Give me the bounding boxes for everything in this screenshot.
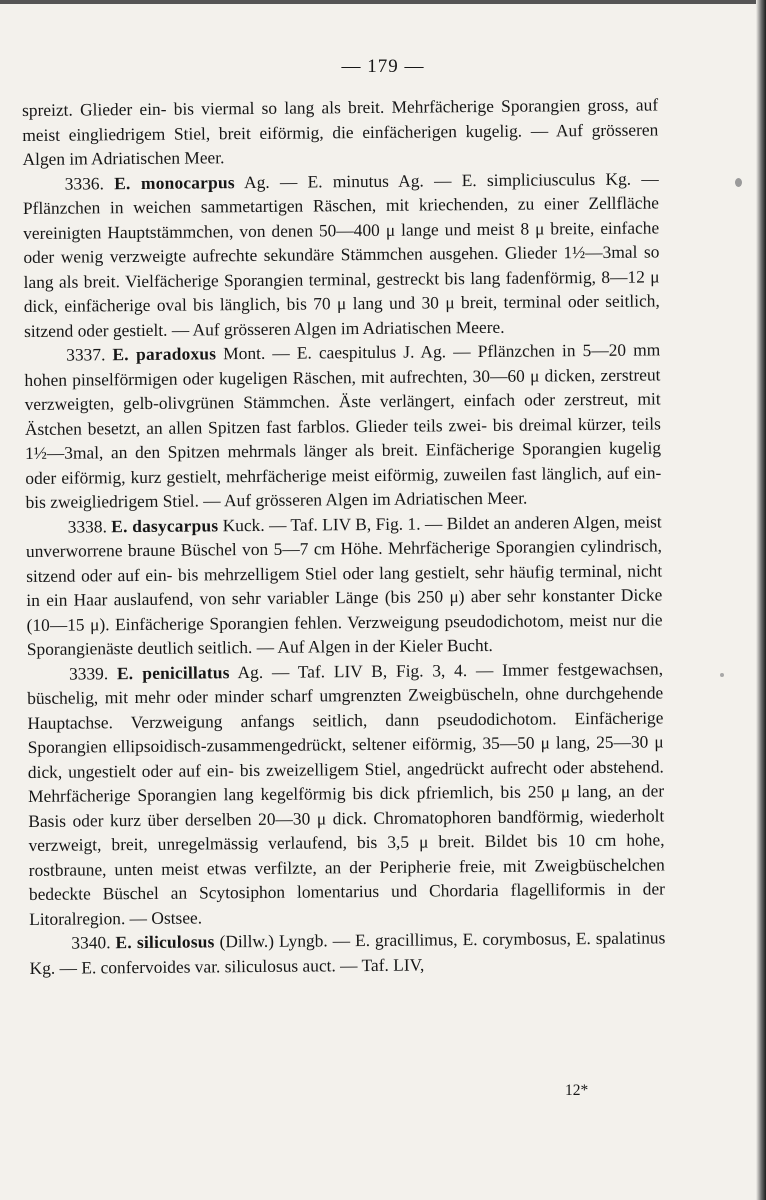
species-name: E. monocarpus bbox=[114, 171, 235, 193]
entry-text: Ag. — Taf. LIV B, Fig. 3, 4. — Immer festgewachsen, büschelig, mit mehr oder minder scharf umgrenzten Zweigbüscheln, ohne durchgehende Hauptachse. Verzweigung anfangs seitlich, dann pseudodichotom. Einfächerige Sporangien ellipsoidisch-zusammengedrückt, seltener eiförmig, 35—50 μ lang, 25—30 μ dick, ungestielt oder auf ein- bis zweizelligem Stiel, angedrückt aufrecht oder abstehend. Mehrfächerige Sporangien lang kegelförmig bis dick pfriemlich, bis 250 μ lang, an der Basis oder kurz über derselben 20—30 μ dick. Chromatophoren bandförmig, wiederholt verzweigt, breit, unregelmässig verlaufend, bis 3,5 μ breit. Bildet bis 10 cm hohe, rostbraune, unten meist etwas verfilzte, an der Peripherie freie, mit Zweigbüschelchen bedeckte Büschel an Scytosiphon lomentarius und Chordaria flagelliformis in der Litoralregion. — Ostsee. bbox=[27, 657, 666, 929]
entry-text: Mont. — E. caespitulus J. Ag. — Pflänzchen in 5—20 mm hohen pinselförmigen oder kugeligen Räschen, mit aufrechten, 30—60 μ dicken, zerstreut verzweigten, gelb-olivgrünen Stämmchen. Äste verlängert, einfach oder zerstreut, mit Ästchen besetzt, an allen Spitzen fast farblos. Glieder teils zwei- bis dreimal kürzer, teils 1½—3mal, an den Spitzen mehrmals länger als breit. Einfächerige Sporangien kugelig oder eiförmig, kurz gestielt, mehrfächerige meist eiförmig, zuweilen fast länglich, auf ein- bis zweigliedrigem Stiel. — Auf grösseren Algen im Adriatischen Meer. bbox=[24, 339, 662, 512]
entry-3340 bbox=[29, 925, 665, 980]
entry-3336 bbox=[23, 166, 660, 343]
entry-number: 3339. bbox=[68, 662, 118, 684]
main-text bbox=[22, 92, 666, 980]
paragraph-continuation bbox=[22, 92, 659, 171]
page-right-edge-shadow bbox=[756, 0, 766, 1200]
entry-number: 3336. bbox=[64, 172, 115, 194]
ink-speck bbox=[720, 673, 724, 677]
entry-text: Ag. — E. minutus Ag. — E. simpliciusculus Kg. — Pflänzchen in weichen sammetartigen Räschen, mit kriechenden, zu einer Zellfläche vereinigten Hauptstämmchen, von denen 50—400 μ lange und meist 8 μ breite, einfache oder wenig verzweigte aufrechte sekundäre Stämmchen ausgehen. Glieder 1½—3mal so lang als breit. Vielfächerige Sporangien terminal, gestreckt bis lang fadenförmig, 8—12 μ dick, einfächerige oval bis länglich, bis 70 μ lang und 30 μ breit, terminal oder seitlich, sitzend oder gestielt. — Auf grösseren Algen im Adriatischen Meere. bbox=[22, 167, 660, 341]
species-name: E. penicillatus bbox=[116, 661, 230, 683]
entry-text: Kuck. — Taf. LIV B, Fig. 1. — Bildet an anderen Algen, meist unverworrene braune Büschel von 5—7 cm Höhe. Mehrfächerige Sporangien cylindrisch, sitzend oder auf ein- bis mehrzelligem Stiel oder lang gestielt, sehr häufig terminal, nicht in ein Haar auslaufend, von sehr variabler Länge (bis 250 μ) aber sehr konstanter Dicke (10—15 μ). Einfächerige Sporangien fehlen. Verzweigung pseudodichotom, meist nur die Sporangienäste deutlich seitlich. — Auf Algen in der Kieler Bucht. bbox=[25, 510, 663, 659]
page-top-edge bbox=[0, 0, 766, 4]
species-name: E. paradoxus bbox=[112, 343, 217, 365]
page-number: — 179 — bbox=[341, 56, 425, 77]
entry-3338 bbox=[26, 509, 663, 662]
entry-number: 3337. bbox=[66, 344, 113, 365]
signature-mark: 12* bbox=[565, 1082, 589, 1099]
paragraph-text: spreizt. Glieder ein- bis viermal so lang als breit. Mehrfächerige Sporangien gross, auf meist eingliedrigem Stiel, breit eiförmig, die einfächerigen kugelig. — Auf grösseren Algen im Adriatischen Meer. bbox=[22, 94, 659, 169]
ink-speck bbox=[735, 178, 742, 187]
entry-3339 bbox=[27, 656, 665, 931]
species-name: E. siliculosus bbox=[115, 931, 215, 953]
entry-number: 3338. bbox=[67, 515, 112, 537]
entry-text: (Dillw.) Lyngb. — E. gracillimus, E. corymbosus, E. spalatinus Kg. — E. confervoides var. siliculosus auct. — Taf. LIV, bbox=[29, 927, 666, 978]
entry-3337 bbox=[24, 337, 661, 514]
entry-number: 3340. bbox=[71, 932, 116, 953]
species-name: E. dasycarpus bbox=[111, 514, 219, 536]
